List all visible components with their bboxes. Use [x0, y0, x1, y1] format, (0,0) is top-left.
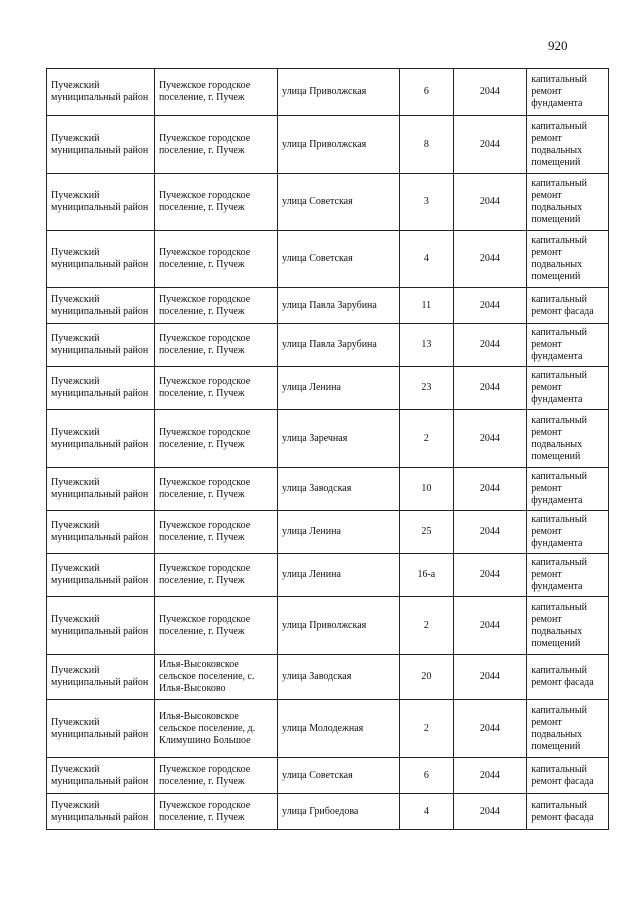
- settlement-cell: Пучежское городское поселение, г. Пучеж: [154, 116, 277, 174]
- work-type-cell: капитальный ремонт фасада: [527, 758, 609, 794]
- street-cell: улица Ленина: [278, 511, 400, 554]
- district-cell: Пучежский муниципальный район: [47, 597, 155, 655]
- year-cell: 2044: [453, 597, 527, 655]
- street-cell: улица Советская: [278, 231, 400, 288]
- district-cell: Пучежский муниципальный район: [47, 468, 155, 511]
- year-cell: 2044: [453, 410, 527, 468]
- registry-table: [46, 68, 609, 830]
- house-number-cell: 13: [400, 324, 453, 367]
- district-cell: Пучежский муниципальный район: [47, 794, 155, 830]
- settlement-cell: Пучежское городское поселение, г. Пучеж: [154, 288, 277, 324]
- year-cell: 2044: [453, 794, 527, 830]
- district-cell: Пучежский муниципальный район: [47, 554, 155, 597]
- district-cell: Пучежский муниципальный район: [47, 174, 155, 231]
- house-number-cell: 4: [400, 231, 453, 288]
- year-cell: 2044: [453, 174, 527, 231]
- year-cell: 2044: [453, 116, 527, 174]
- district-cell: Пучежский муниципальный район: [47, 288, 155, 324]
- house-number-cell: 4: [400, 794, 453, 830]
- settlement-cell: Пучежское городское поселение, г. Пучеж: [154, 597, 277, 655]
- table-row: [47, 231, 609, 288]
- street-cell: улица Заводская: [278, 655, 400, 700]
- street-cell: улица Молодежная: [278, 700, 400, 758]
- work-type-cell: капитальный ремонт фасада: [527, 655, 609, 700]
- work-type-cell: капитальный ремонт подвальных помещений: [527, 174, 609, 231]
- street-cell: улица Заводская: [278, 468, 400, 511]
- work-type-cell: капитальный ремонт фундамента: [527, 324, 609, 367]
- street-cell: улица Приволжская: [278, 116, 400, 174]
- street-cell: улица Заречная: [278, 410, 400, 468]
- district-cell: Пучежский муниципальный район: [47, 231, 155, 288]
- district-cell: Пучежский муниципальный район: [47, 324, 155, 367]
- table-row: [47, 554, 609, 597]
- street-cell: улица Павла Зарубина: [278, 288, 400, 324]
- district-cell: Пучежский муниципальный район: [47, 410, 155, 468]
- district-cell: Пучежский муниципальный район: [47, 69, 155, 116]
- work-type-cell: капитальный ремонт фундамента: [527, 554, 609, 597]
- table-row: [47, 468, 609, 511]
- year-cell: 2044: [453, 231, 527, 288]
- district-cell: Пучежский муниципальный район: [47, 700, 155, 758]
- street-cell: улица Советская: [278, 758, 400, 794]
- district-cell: Пучежский муниципальный район: [47, 655, 155, 700]
- year-cell: 2044: [453, 511, 527, 554]
- year-cell: 2044: [453, 69, 527, 116]
- work-type-cell: капитальный ремонт подвальных помещений: [527, 700, 609, 758]
- district-cell: Пучежский муниципальный район: [47, 367, 155, 410]
- work-type-cell: капитальный ремонт фундамента: [527, 69, 609, 116]
- settlement-cell: Пучежское городское поселение, г. Пучеж: [154, 174, 277, 231]
- year-cell: 2044: [453, 288, 527, 324]
- house-number-cell: 20: [400, 655, 453, 700]
- table-row: [47, 367, 609, 410]
- work-type-cell: капитальный ремонт подвальных помещений: [527, 116, 609, 174]
- house-number-cell: 25: [400, 511, 453, 554]
- settlement-cell: Пучежское городское поселение, г. Пучеж: [154, 231, 277, 288]
- table-row: [47, 174, 609, 231]
- street-cell: улица Грибоедова: [278, 794, 400, 830]
- settlement-cell: Пучежское городское поселение, г. Пучеж: [154, 324, 277, 367]
- settlement-cell: Пучежское городское поселение, г. Пучеж: [154, 69, 277, 116]
- table-row: [47, 597, 609, 655]
- page-number: 920: [548, 38, 568, 53]
- work-type-cell: капитальный ремонт фундамента: [527, 511, 609, 554]
- table-row: [47, 655, 609, 700]
- settlement-cell: Илья-Высоковское сельское поселение, д. Климушино Большое: [154, 700, 277, 758]
- table-row: [47, 794, 609, 830]
- district-cell: Пучежский муниципальный район: [47, 758, 155, 794]
- work-type-cell: капитальный ремонт фасада: [527, 794, 609, 830]
- table-row: [47, 410, 609, 468]
- table-row: [47, 758, 609, 794]
- table-row: [47, 511, 609, 554]
- district-cell: Пучежский муниципальный район: [47, 116, 155, 174]
- district-cell: Пучежский муниципальный район: [47, 511, 155, 554]
- table-row: [47, 700, 609, 758]
- work-type-cell: капитальный ремонт фасада: [527, 288, 609, 324]
- street-cell: улица Советская: [278, 174, 400, 231]
- table-body: [47, 69, 609, 830]
- street-cell: улица Павла Зарубина: [278, 324, 400, 367]
- house-number-cell: 2: [400, 700, 453, 758]
- settlement-cell: Илья-Высоковское сельское поселение, с. Илья-Высоково: [154, 655, 277, 700]
- work-type-cell: капитальный ремонт фундамента: [527, 468, 609, 511]
- house-number-cell: 6: [400, 758, 453, 794]
- street-cell: улица Ленина: [278, 367, 400, 410]
- year-cell: 2044: [453, 655, 527, 700]
- work-type-cell: капитальный ремонт фундамента: [527, 367, 609, 410]
- settlement-cell: Пучежское городское поселение, г. Пучеж: [154, 367, 277, 410]
- house-number-cell: 10: [400, 468, 453, 511]
- table-row: [47, 69, 609, 116]
- house-number-cell: 3: [400, 174, 453, 231]
- settlement-cell: Пучежское городское поселение, г. Пучеж: [154, 410, 277, 468]
- street-cell: улица Приволжская: [278, 69, 400, 116]
- settlement-cell: Пучежское городское поселение, г. Пучеж: [154, 794, 277, 830]
- settlement-cell: Пучежское городское поселение, г. Пучеж: [154, 468, 277, 511]
- year-cell: 2044: [453, 324, 527, 367]
- work-type-cell: капитальный ремонт подвальных помещений: [527, 410, 609, 468]
- settlement-cell: Пучежское городское поселение, г. Пучеж: [154, 554, 277, 597]
- table-row: [47, 116, 609, 174]
- house-number-cell: 6: [400, 69, 453, 116]
- house-number-cell: 16-а: [400, 554, 453, 597]
- work-type-cell: капитальный ремонт подвальных помещений: [527, 231, 609, 288]
- house-number-cell: 2: [400, 410, 453, 468]
- street-cell: улица Ленина: [278, 554, 400, 597]
- house-number-cell: 2: [400, 597, 453, 655]
- year-cell: 2044: [453, 554, 527, 597]
- year-cell: 2044: [453, 468, 527, 511]
- year-cell: 2044: [453, 367, 527, 410]
- street-cell: улица Приволжская: [278, 597, 400, 655]
- year-cell: 2044: [453, 700, 527, 758]
- settlement-cell: Пучежское городское поселение, г. Пучеж: [154, 758, 277, 794]
- table-row: [47, 288, 609, 324]
- house-number-cell: 8: [400, 116, 453, 174]
- settlement-cell: Пучежское городское поселение, г. Пучеж: [154, 511, 277, 554]
- year-cell: 2044: [453, 758, 527, 794]
- work-type-cell: капитальный ремонт подвальных помещений: [527, 597, 609, 655]
- house-number-cell: 11: [400, 288, 453, 324]
- house-number-cell: 23: [400, 367, 453, 410]
- table-row: [47, 324, 609, 367]
